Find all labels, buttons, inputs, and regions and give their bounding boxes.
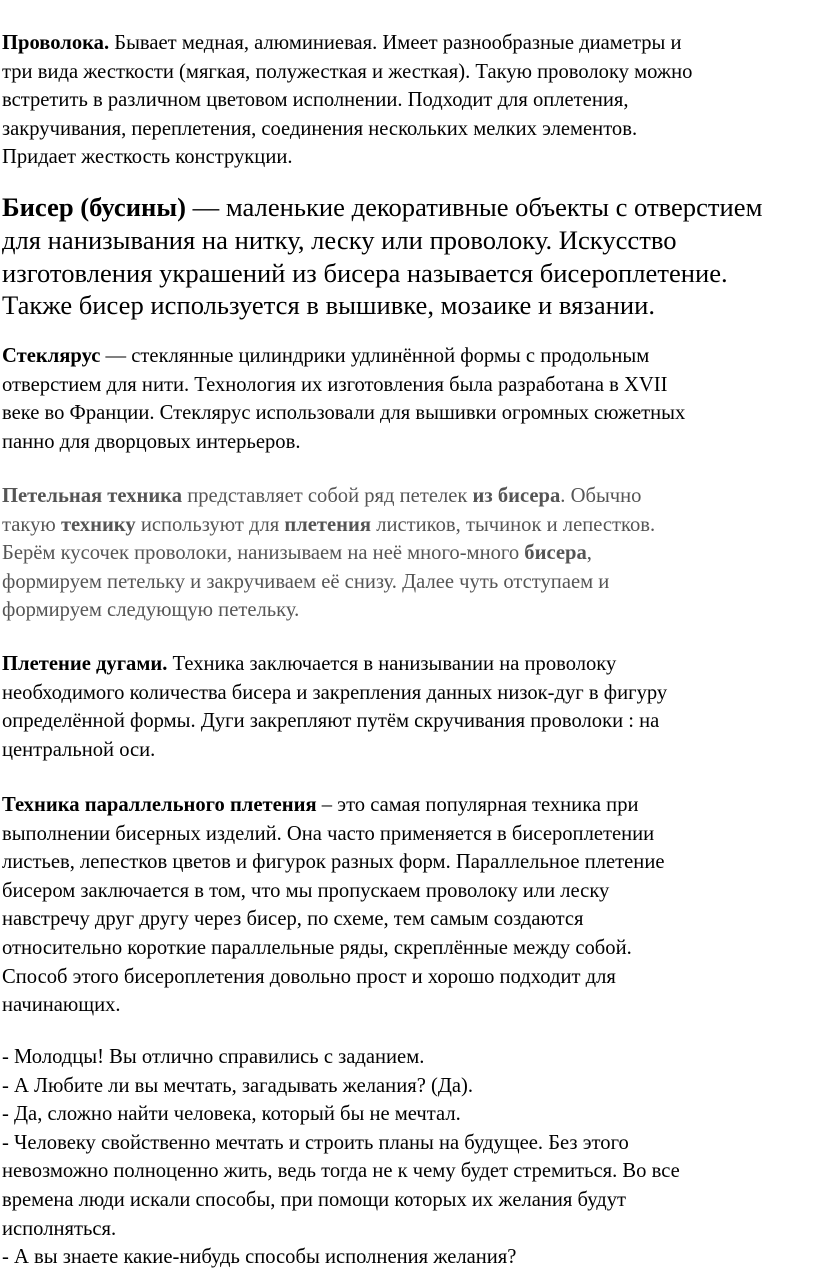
term-wire: Проволока. — [2, 32, 110, 54]
term-bugle: Стеклярус — [2, 345, 101, 367]
paragraph-bugle — [2, 342, 814, 456]
paragraph-parallel-text: – это самая популярная техника при выполнении бисерных изделий. Она часто применяется в бисероплетении листьев, лепестков цветов и фигурок разных форм. Параллельное плетение бисером заключается в том, что мы пропускаем проволоку или леску навстречу друг другу через бисер, по схеме, тем самым создаются относительно короткие параллельные ряды, скреплённые между собой. Способ этого бисероплетения довольно прост и хорошо подходит для начинающих. — [2, 794, 665, 1017]
loop-text-2: . Обычно такую — [2, 485, 642, 536]
term-parallel: Техника параллельного плетения — [2, 794, 317, 816]
paragraph-loop-technique — [2, 482, 814, 625]
term-arcs: Плетение дугами. — [2, 653, 168, 675]
paragraph-arcs-text: Техника заключается в нанизывании на проволоку необходимого количества бисера и закрепления данных низок-дуг в фигуру определённой формы. Дуги закрепляют путём скручивания проволоки : на центральной оси. — [2, 653, 668, 761]
paragraph-wire — [2, 29, 814, 172]
loop-bold-2: технику — [60, 513, 136, 536]
term-loop-technique: Петельная техника — [2, 485, 183, 507]
paragraph-beads — [2, 191, 814, 322]
loop-text-1: представляет собой ряд петелек — [182, 485, 473, 507]
paragraph-parallel — [2, 791, 814, 1020]
paragraph-beads-text: — маленькие декоративные объекты с отверстием для нанизывания на нитку, леску или проволоку. Искусство изготовления украшений из бисера называется бисероплетение. Также бисер используется в вышивке, мозаике и вязании. — [2, 192, 763, 321]
loop-bold-1: из бисера — [472, 485, 561, 507]
loop-text-5: , формируем петельку и закручиваем её снизу. Далее чуть отступаем и формируем следующую петельку. — [2, 542, 610, 622]
loop-text-4: листиков, тычинок и лепестков. Берём кусочек проволоки, нанизываем на неё много-много — [2, 513, 656, 565]
paragraph-arcs — [2, 650, 814, 764]
paragraph-wire-text: Бывает медная, алюминиевая. Имеет разнообразные диаметры и три вида жесткости (мягкая, полужесткая и жесткая). Такую проволоку можно встретить в различном цветовом исполнении. Подходит для оплетения, закручивания, переплетения, соединения нескольких мелких элементов. Придает жесткость конструкции. — [2, 32, 693, 169]
paragraph-bugle-text: — стеклянные цилиндрики удлинённой формы с продольным отверстием для нити. Технология их изготовления была разработана в XVII веке во Франции. Стеклярус использовали для вышивки огромных сюжетных панно для дворцовых интерьеров. — [2, 345, 686, 453]
dialogue: - Молодцы! Вы отлично справились с заданием. - А Любите ли вы мечтать, загадывать желания? (Да). - Да, сложно найти человека, который бы не мечтал. - Человеку свойственно мечтать и строить планы на будущее. Без этого невозможно полноценно жить, ведь тогда не к чему будет стремиться. Во все времена люди искали способы, при помощи которых их желания будут исполняться. - А вы знаете какие-нибудь способы исполнения желания? — [2, 1046, 680, 1269]
loop-text-3: используют для — [135, 513, 285, 536]
loop-bold-4: бисера — [524, 542, 587, 565]
loop-bold-3: плетения — [284, 513, 372, 536]
term-beads: Бисер (бусины) — [2, 192, 186, 222]
